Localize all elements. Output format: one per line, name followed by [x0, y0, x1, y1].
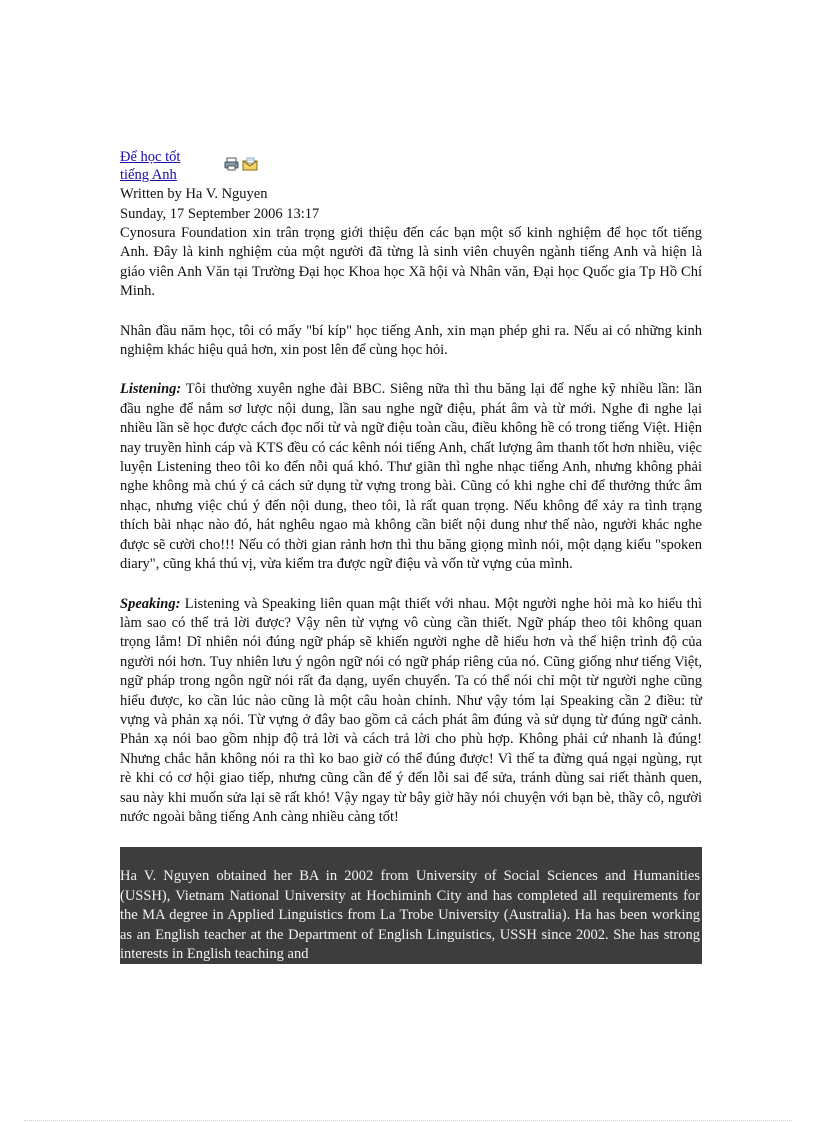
article-body: [120, 224, 702, 827]
opening-paragraph: Nhân đầu năm học, tôi có mấy "bí kíp" học tiếng Anh, xin mạn phép ghi ra. Nếu ai có những kinh nghiệm khác hiệu quả hơn, xin post lên để cùng học hỏi.: [120, 322, 702, 359]
article-page: [120, 148, 702, 964]
email-icon[interactable]: [242, 157, 258, 171]
author-bio-text: Ha V. Nguyen obtained her BA in 2002 from University of Social Sciences and Humanities (USSH), Vietnam National University at Hochiminh City and has completed all requirements for the MA degree in Applied Linguistics from La Trobe University (Australia). Ha has been working as an English teacher at the Department of English Linguistics, USSH since 2002. She has strong interests in English teaching and: [120, 868, 700, 962]
listening-paragraph: [120, 380, 702, 574]
article-meta: [120, 184, 702, 224]
date-line: Sunday, 17 September 2006 13:17: [120, 206, 320, 222]
author-line: Written by Ha V. Nguyen: [120, 186, 268, 202]
listening-label: Listening:: [120, 381, 182, 398]
title-line-1: Để học tốt: [120, 149, 181, 165]
listening-text: Tôi thường xuyên nghe đài BBC. Siêng nữa thì thu băng lại để nghe kỹ nhiều lần: lần đầu nghe để nắm sơ lược nội dung, lần sau nghe ngữ điệu, phát âm và từ mới. Nghe đi nghe lại nhiều lần sẽ học được cách đọc nối từ và ngữ điệu toàn cầu, điều không hề có trong tiếng Việt. Hiện nay truyền hình cáp và KTS đều có các kênh nói tiếng Anh, chất lượng âm thanh tốt hơn nhiều, việc luyện Listening theo tôi ko đến nỗi quá khó. Thư giãn thì nghe nhạc tiếng Anh, nhưng không phải nghe không mà chú ý cả cách sử dụng từ vựng trong bài. Cũng có khi nghe chỉ để thưởng thức âm nhạc, nhưng việc chú ý đến nội dung, theo tôi, là rất quan trọng. Nếu không để xảy ra tình trạng thích bài nhạc nào đó, hát nghêu ngao mà không cần biết nội dung như thế nào, người khác nghe được sẽ cười cho!!! Nếu có thời gian rảnh hơn thì thu băng giọng mình nói, một dạng kiểu "spoken diary", cũng khá thú vị, vừa kiểm tra được ngữ điệu và vốn từ vựng của mình.: [120, 381, 702, 573]
page-footer-divider: [24, 1120, 792, 1121]
author-bio-box: [120, 847, 702, 964]
speaking-paragraph: [120, 595, 702, 828]
speaking-text: Listening và Speaking liên quan mật thiết với nhau. Một người nghe hỏi mà ko hiểu thì làm sao có thể trả lời được? Vậy nên từ vựng vô cùng cần thiết. Ngữ pháp theo tôi không quan trọng lắm! Dĩ nhiên nói đúng ngữ pháp sẽ khiến người nghe dễ hiểu hơn và thể hiện trình độ của người nói hơn. Tuy nhiên lưu ý ngôn ngữ nói có ngữ pháp riêng của nó. Cũng giống như tiếng Việt, ngữ pháp trong ngôn ngữ nói rất đa dạng, uyển chuyển. Ta có thể nói chỉ một từ người nghe cũng hiểu được, ko cần lúc nào cũng là một câu hoàn chỉnh. Như vậy tóm lại Speaking cần 2 điều: từ vựng và phản xạ nói. Từ vựng ở đây bao gồm cả cách phát âm đúng và sử dụng từ đúng ngữ cảnh. Phản xạ nói bao gồm nhịp độ trả lời và cách trả lời cho phù hợp. Không phải cứ nhanh là đúng! Nhưng chắc hẳn không nói ra thì ko bao giờ có thể đúng được! Vì thế ta đừng quá ngại ngùng, rụt rè khi có cơ hội giao tiếp, nhưng cũng cần để ý đến lỗi sai để sửa, tránh dùng sai riết thành quen, sau này khi muốn sửa lại sẽ rất khó! Vậy ngay từ bây giờ hãy nói chuyện với bạn bè, thầy cô, người nước ngoài bằng tiếng Anh càng nhiều càng tốt!: [120, 595, 702, 825]
title-row: [120, 148, 702, 184]
title-icons: [224, 157, 258, 171]
article-title-link[interactable]: [120, 148, 220, 184]
intro-paragraph: Cynosura Foundation xin trân trọng giới thiệu đến các bạn một số kinh nghiệm để học tốt tiếng Anh. Đây là kinh nghiệm của một người đã từng là sinh viên chuyên ngành tiếng Anh và hiện là giáo viên Anh Văn tại Trường Đại học Khoa học Xã hội và Nhân văn, Đại học Quốc gia Tp Hồ Chí Minh.: [120, 225, 702, 300]
title-line-2: tiếng Anh: [120, 167, 177, 183]
print-icon[interactable]: [224, 157, 240, 171]
speaking-label: Speaking:: [120, 595, 181, 612]
